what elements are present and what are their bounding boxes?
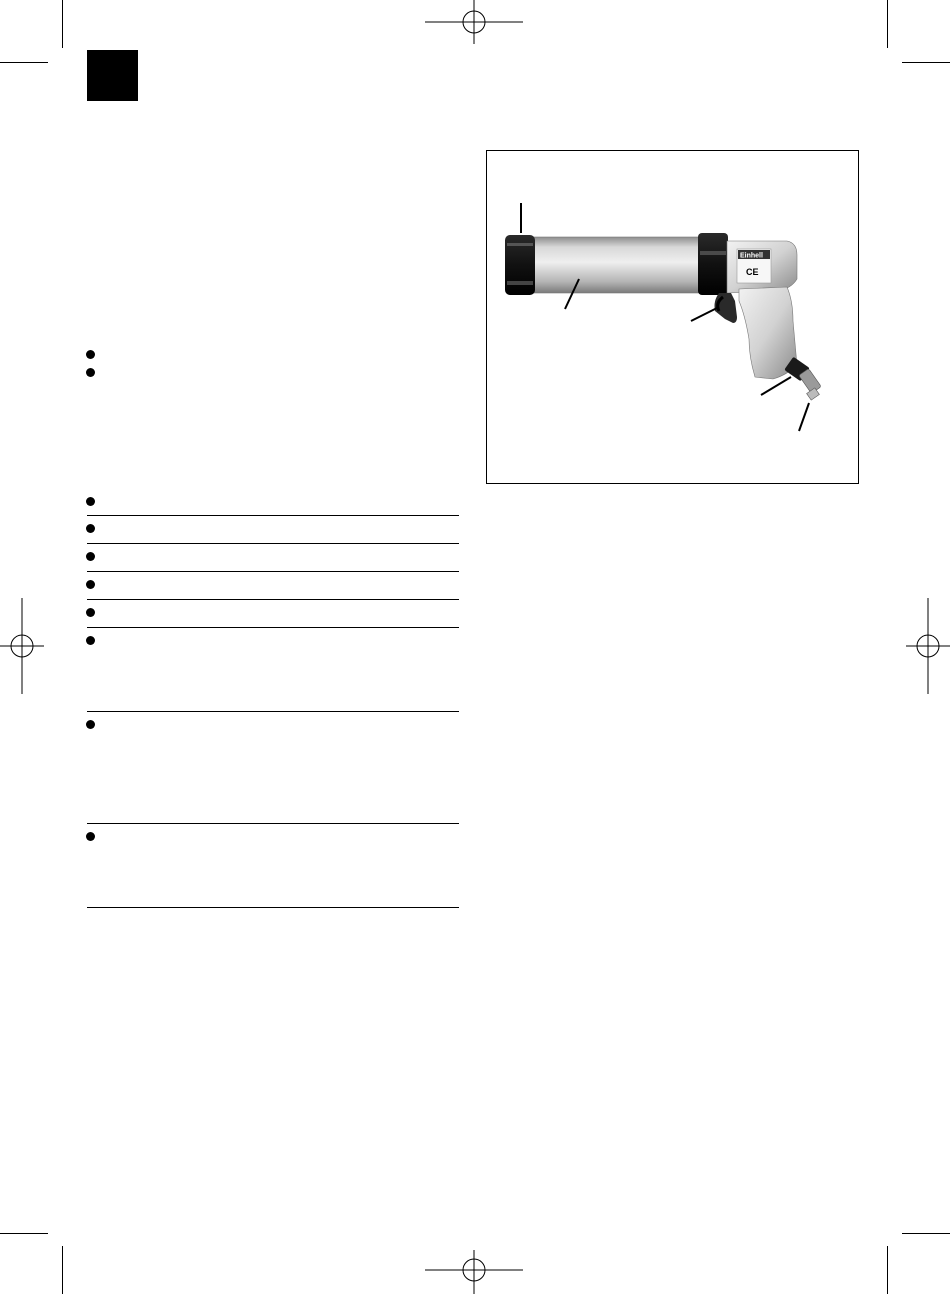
divider: [87, 543, 459, 544]
crop-mark: [62, 0, 63, 48]
brand-label: Einhell: [740, 252, 763, 260]
bullet-icon: [86, 497, 95, 506]
leader-line: [691, 307, 719, 321]
rear-collar: [698, 233, 728, 295]
divider: [87, 907, 459, 908]
divider: [87, 711, 459, 712]
crop-mark: [0, 62, 48, 63]
ce-mark: CE: [746, 267, 759, 277]
language-tab-block: [87, 50, 138, 101]
bullet-icon: [86, 608, 95, 617]
figure-frame: [486, 150, 859, 484]
registration-mark-right-icon: [906, 598, 950, 694]
bullet-icon: [86, 368, 95, 377]
caulking-gun-illustration: [487, 151, 858, 483]
registration-mark-bottom-icon: [425, 1248, 523, 1294]
crop-mark: [0, 1233, 48, 1234]
leader-line: [799, 403, 809, 431]
bullet-icon: [86, 832, 95, 841]
cartridge-barrel: [531, 237, 703, 293]
leader-line: [761, 377, 791, 395]
divider: [87, 599, 459, 600]
bullet-icon: [86, 720, 95, 729]
registration-mark-left-icon: [0, 598, 44, 694]
bullet-icon: [86, 552, 95, 561]
bullet-icon: [86, 580, 95, 589]
divider: [87, 627, 459, 628]
divider: [87, 823, 459, 824]
crop-mark: [902, 1233, 950, 1234]
crop-mark: [887, 1246, 888, 1294]
crop-mark: [62, 1246, 63, 1294]
divider: [87, 515, 459, 516]
divider: [87, 571, 459, 572]
bullet-icon: [86, 636, 95, 645]
crop-mark: [887, 0, 888, 48]
registration-mark-top-icon: [425, 0, 523, 48]
bullet-icon: [86, 524, 95, 533]
bullet-icon: [86, 350, 95, 359]
crop-mark: [902, 62, 950, 63]
